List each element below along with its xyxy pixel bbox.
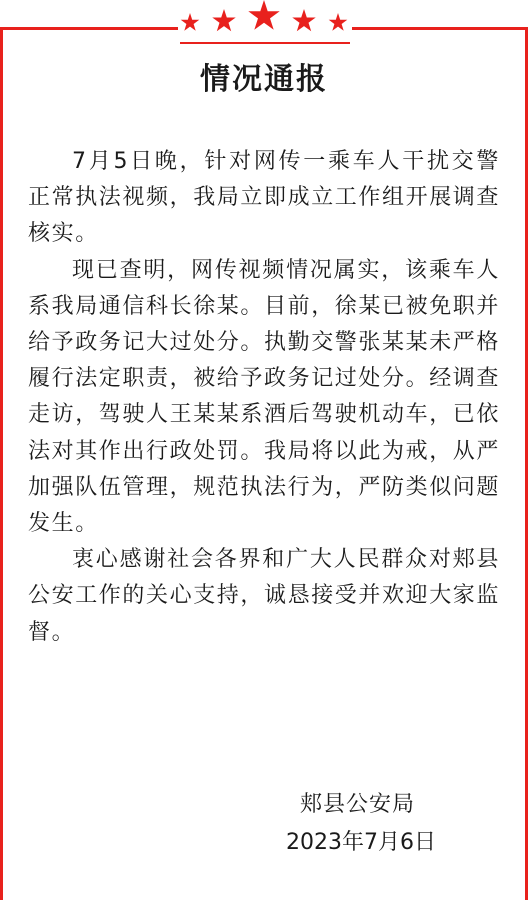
star-icon	[212, 9, 235, 31]
frame-top-right-border	[352, 27, 528, 30]
star-icon	[292, 9, 315, 31]
notice-body	[28, 144, 500, 651]
frame-left-border	[0, 27, 3, 900]
signature-org: 郏县公安局	[300, 792, 416, 817]
page-title: 情况通报	[200, 62, 328, 97]
star-icon	[329, 13, 348, 31]
header-divider	[180, 42, 350, 44]
frame-top-left-border	[0, 27, 178, 30]
signature-block	[286, 786, 496, 862]
paragraph: 7月5日晚，针对网传一乘车人干扰交警正常执法视频，我局立即成立工作组开展调查核实。	[28, 149, 501, 247]
signature-date: 2023年7月6日	[286, 830, 436, 855]
paragraph: 衷心感谢社会各界和广大人民群众对郏县公安工作的关心支持，诚恳接受并欢迎大家监督。	[28, 547, 501, 645]
paragraph: 现已查明，网传视频情况属实，该乘车人系我局通信科长徐某。目前，徐某已被免职并给予政务记大过处分。执勤交警张某某未严格履行法定职责，被给予政务记过处分。经调查走访，驾驶人王某某系酒后驾驶机动车，已依法对其作出行政处罚。我局将以此为戒，从严加强队伍管理，规范执法行为，严防类似问题发生。	[28, 257, 501, 537]
five-stars-icon	[176, 0, 352, 44]
star-icon	[248, 0, 279, 30]
star-icon	[181, 13, 200, 31]
